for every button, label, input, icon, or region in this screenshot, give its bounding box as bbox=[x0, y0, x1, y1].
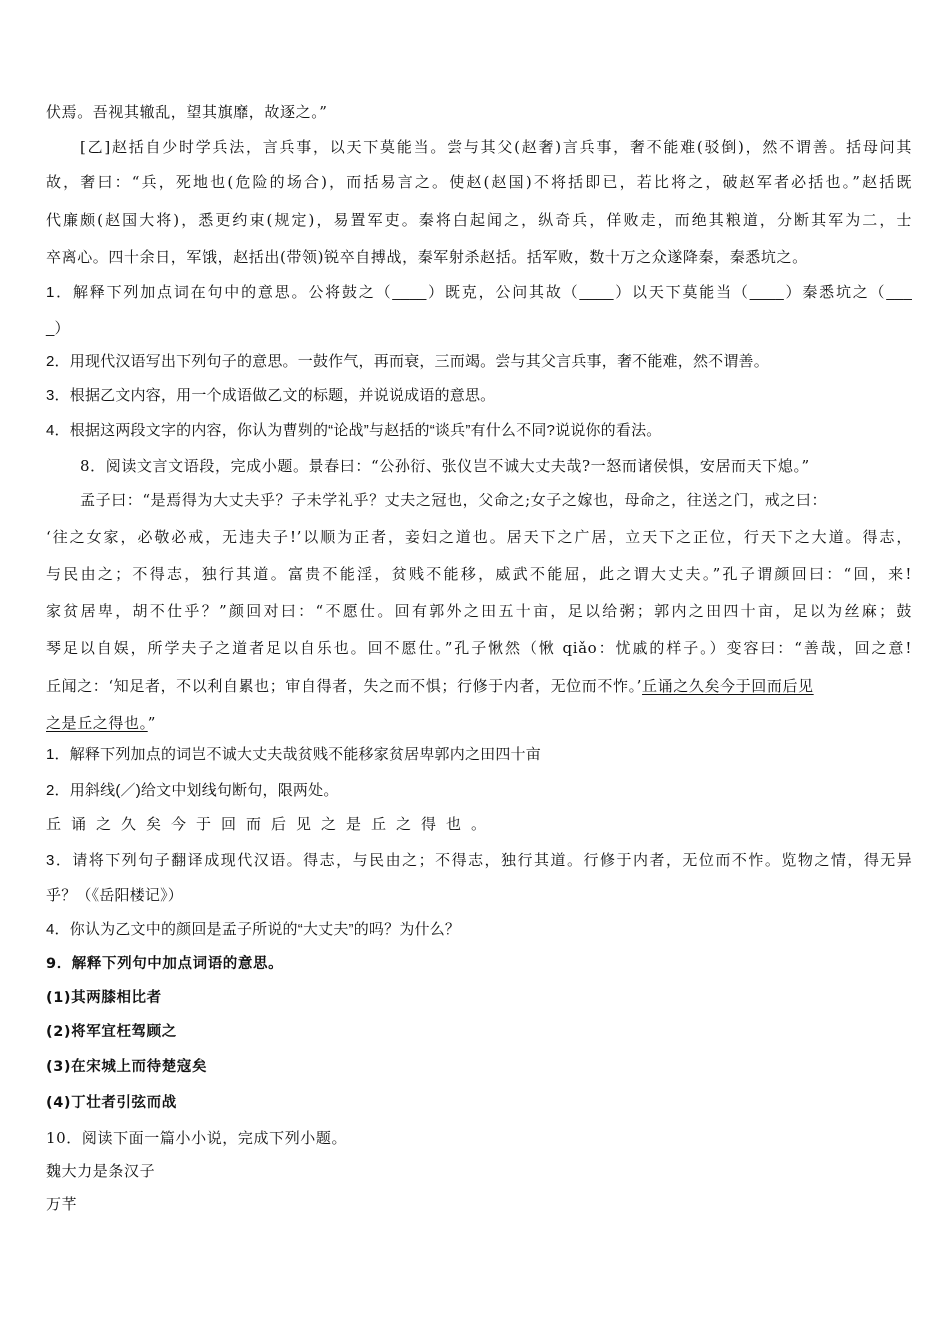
passage-yi-line-3: 代廉颇(赵国大将)，悉更约束(规定)，易置军吏。秦将白起闻之，纵奇兵，佯败走，而绝其粮道，分断其军为二，士 bbox=[46, 211, 912, 229]
passage-jia-end: 伏焉。吾视其辙乱，望其旗靡，故逐之。” bbox=[46, 103, 328, 121]
passage-yi-line-2: 故，奢曰：“兵，死地也(危险的场合)，而括易言之。使赵(赵国)不将括即已，若比将之，破赵军者必括也。”赵括既 bbox=[46, 173, 912, 191]
passage-yi-line-4: 卒离心。四十余日，军饿，赵括出(带领)锐卒自搏战，秦军射杀赵括。括军败，数十万之众遂降秦，秦悉坑之。 bbox=[46, 248, 808, 266]
q9-item-2: (2)将军宜枉驾顾之 bbox=[46, 1024, 177, 1040]
q10-heading: 10．阅读下面一篇小小说，完成下列小题。 bbox=[46, 1129, 348, 1147]
q8-item-4: 4．你认为乙文中的颜回是孟子所说的“大丈夫”的吗？为什么？ bbox=[46, 921, 461, 938]
q8-item-2-sentence: 丘诵之久矣今于回而后见之是丘之得也。 bbox=[46, 816, 497, 833]
q8-passage-line-7 bbox=[46, 713, 156, 733]
q7-item-4: 4．根据这两段文字的内容，你认为曹刿的“论战”与赵括的“谈兵”有什么不同?说说你的看法。 bbox=[46, 422, 662, 439]
underlined-sentence-part-1: 丘诵之久矣今于回而后见 bbox=[642, 677, 814, 695]
passage-yi-line-1: [乙]赵括自少时学兵法，言兵事，以天下莫能当。尝与其父(赵奢)言兵事，奢不能难(驳倒)，然不谓善。括母问其 bbox=[80, 138, 912, 156]
story-author: 万芊 bbox=[46, 1195, 78, 1213]
q9-item-4: (4)丁壮者引弦而战 bbox=[46, 1095, 177, 1111]
q8-passage-line-2: ‘往之女家，必敬必戒，无违夫子!’以顺为正者，妾妇之道也。居天下之广居，立天下之正位，行天下之大道。得志， bbox=[46, 528, 912, 546]
q7-item-1: 1．解释下列加点词在句中的意思。公将鼓之（____）既克，公问其故（____）以天下莫能当（____）秦悉坑之（___ bbox=[46, 284, 912, 301]
q8-passage-line-1: 孟子曰：“是焉得为大丈夫乎？子未学礼乎？丈夫之冠也，父命之;女子之嫁也，母命之，往送之门，戒之曰： bbox=[80, 491, 828, 509]
q9-item-1: (1)其两膝相比者 bbox=[46, 990, 162, 1006]
q8-item-1: 1．解释下列加点的词岂不诚大丈夫哉贫贱不能移家贫居卑郭内之田四十亩 bbox=[46, 746, 541, 763]
q7-item-3: 3．根据乙文内容，用一个成语做乙文的标题，并说说成语的意思。 bbox=[46, 387, 496, 404]
q9-heading: 9．解释下列句中加点词语的意思。 bbox=[46, 956, 284, 972]
q8-passage-line-3: 与民由之；不得志，独行其道。富贵不能淫，贫贱不能移，威武不能屈，此之谓大丈夫。”孔子谓颜回曰：“回，来! bbox=[46, 565, 912, 583]
q7-item-1-cont: _） bbox=[46, 320, 70, 337]
q8-passage-line-4: 家贫居卑，胡不仕乎？”颜回对曰：“不愿仕。回有郭外之田五十亩，足以给粥；郭内之田四十亩，足以为丝麻；鼓 bbox=[46, 602, 912, 620]
q8-item-3: 3．请将下列句子翻译成现代汉语。得志，与民由之；不得志，独行其道。行修于内者，无位而不怍。览物之情，得无异 bbox=[46, 852, 912, 869]
q8-passage-line-6-plain: 丘闻之：‘知足者，不以利自累也；审自得者，失之而不惧；行修于内者，无位而不怍。’ bbox=[46, 677, 643, 695]
closing-quote: ” bbox=[147, 714, 156, 732]
q7-item-2: 2．用现代汉语写出下列句子的意思。一鼓作气，再而衰，三而竭。尝与其父言兵事，奢不能难，然不谓善。 bbox=[46, 353, 769, 370]
q8-heading: 8．阅读文言文语段，完成小题。景春曰：“公孙衍、张仪岂不诚大丈夫哉?一怒而诸侯惧，安居而天下熄。” bbox=[80, 457, 810, 475]
q8-passage-line-5: 琴足以自娱，所学夫子之道者足以自乐也。回不愿仕。”孔子愀然（愀 qiǎo：忧戚的样子。）变容曰：“善哉，回之意! bbox=[46, 639, 912, 657]
q8-passage-line-6 bbox=[46, 676, 814, 696]
q8-item-3-cont: 乎？（《岳阳楼记》） bbox=[46, 887, 184, 904]
q9-item-3: (3)在宋城上而待楚寇矣 bbox=[46, 1059, 208, 1075]
underlined-sentence-part-2: 之是丘之得也。 bbox=[46, 714, 148, 732]
story-title: 魏大力是条汉子 bbox=[46, 1162, 156, 1180]
q8-item-2: 2．用斜线(／)给文中划线句断句，限两处。 bbox=[46, 782, 339, 799]
